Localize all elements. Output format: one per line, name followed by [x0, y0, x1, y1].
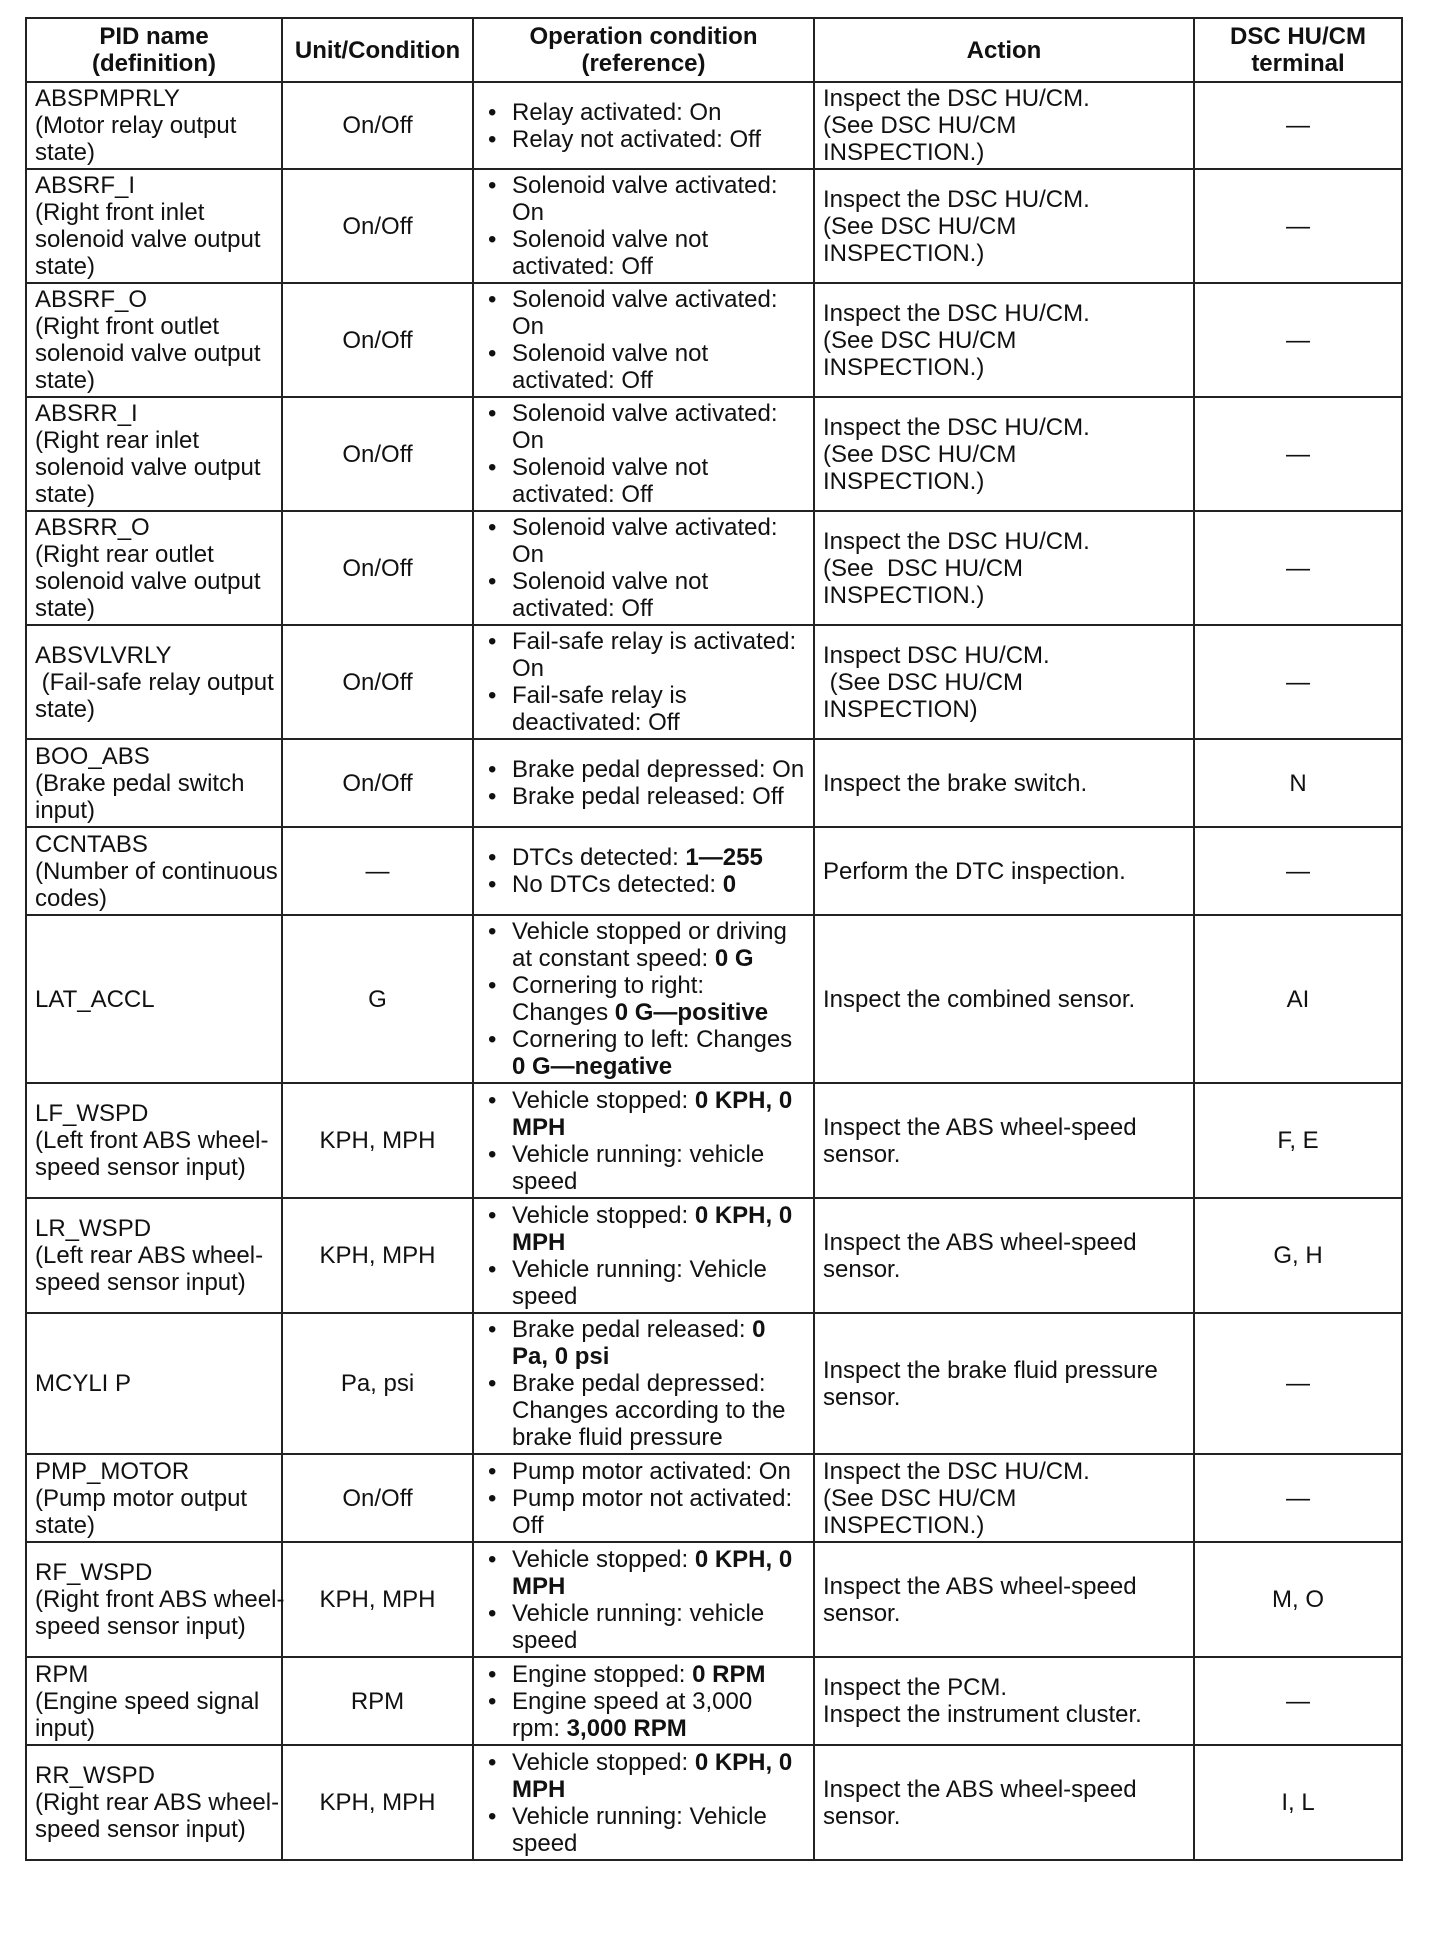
condition-item	[482, 1202, 805, 1256]
action-cell	[814, 1657, 1194, 1745]
pid-name: CCNTABS	[35, 830, 148, 858]
terminal-cell: —	[1194, 511, 1402, 625]
pid-name: RR_WSPD	[35, 1762, 156, 1789]
condition-item	[482, 1370, 805, 1451]
condition-item	[482, 756, 805, 783]
pid-name: MCYLI P	[35, 1370, 132, 1397]
condition-list	[482, 1661, 805, 1742]
table-row	[26, 1198, 1402, 1313]
action-cell	[814, 739, 1194, 827]
pid-definition-line: (Right front outlet	[35, 313, 220, 340]
table-row	[26, 283, 1402, 397]
pid-rows	[26, 82, 1402, 1860]
action-cell	[814, 625, 1194, 739]
action-line: Inspect the ABS wheel-speed	[823, 1775, 1137, 1803]
pid-definition-line: speed sensor input)	[35, 1269, 246, 1296]
pid-name: LF_WSPD	[35, 1100, 149, 1127]
condition-item	[482, 286, 805, 340]
operation-condition-cell	[473, 827, 814, 915]
header-operation-condition: Operation condition (reference)	[473, 18, 814, 82]
pid-name-cell	[26, 1083, 282, 1198]
condition-item	[482, 972, 805, 1026]
table-row	[26, 1542, 1402, 1657]
operation-condition-cell	[473, 82, 814, 169]
condition-item	[482, 99, 805, 126]
condition-text: Vehicle running: Vehicle speed	[512, 1802, 767, 1857]
terminal-cell: —	[1194, 169, 1402, 283]
pid-definition-line: solenoid valve output	[35, 226, 261, 253]
condition-value: 0 KPH, 0 MPH	[512, 1086, 793, 1141]
pid-name-cell	[26, 1542, 285, 1657]
condition-item	[482, 628, 805, 682]
condition-item	[482, 1485, 805, 1539]
operation-condition-cell	[473, 1198, 814, 1313]
condition-item	[482, 340, 805, 394]
action-cell	[814, 511, 1194, 625]
pid-name-cell	[26, 915, 282, 1083]
condition-item	[482, 1087, 805, 1141]
terminal-cell: —	[1194, 1454, 1402, 1542]
condition-value: 3,000 RPM	[566, 1714, 687, 1742]
action-cell	[814, 1198, 1194, 1313]
terminal-cell: AI	[1194, 915, 1402, 1083]
operation-condition-cell	[473, 1745, 814, 1860]
condition-text: Cornering to left: Changes	[512, 1026, 793, 1053]
condition-item	[482, 568, 805, 622]
terminal-cell: N	[1194, 739, 1402, 827]
table-row	[26, 1083, 1402, 1198]
action-line: Inspect the brake switch.	[823, 769, 1088, 797]
pid-definition-line: state)	[35, 595, 96, 622]
pid-name-cell	[26, 1745, 282, 1860]
action-line: sensor.	[823, 1383, 901, 1411]
action-line: (See DSC HU/CM	[823, 440, 1017, 468]
pid-name-cell	[26, 1313, 282, 1454]
condition-text: Solenoid valve activated: On	[512, 514, 778, 568]
table-row	[26, 915, 1402, 1083]
pid-name: ABSVLVRLY	[35, 641, 172, 669]
action-cell	[814, 1454, 1194, 1542]
terminal-cell: —	[1194, 827, 1402, 915]
pid-name: BOO_ABS	[35, 742, 150, 770]
condition-value: 0 KPH, 0 MPH	[512, 1201, 793, 1256]
condition-list	[482, 628, 805, 736]
pid-name-cell	[26, 1198, 282, 1313]
unit-condition-cell: On/Off	[282, 169, 473, 283]
action-cell	[814, 1745, 1194, 1860]
action-line: Inspect the ABS wheel-speed	[823, 1113, 1137, 1141]
action-line: Inspect the DSC HU/CM.	[823, 1457, 1090, 1485]
condition-item	[482, 682, 805, 736]
action-line: (See DSC HU/CM	[823, 1484, 1017, 1512]
condition-item	[482, 1546, 805, 1600]
pid-definition-line: speed sensor input)	[35, 1154, 246, 1181]
action-line: Inspect the combined sensor.	[823, 985, 1136, 1013]
condition-value: 0 G—positive	[614, 999, 769, 1026]
condition-list	[482, 1316, 805, 1451]
condition-value: 0 KPH, 0 MPH	[512, 1545, 793, 1600]
condition-text: Vehicle running: vehicle speed	[512, 1599, 765, 1654]
condition-item	[482, 1600, 805, 1654]
condition-item	[482, 126, 805, 153]
action-cell	[814, 397, 1194, 511]
unit-condition-cell: On/Off	[282, 1454, 473, 1542]
pid-definition-line: (Pump motor output	[35, 1484, 248, 1512]
pid-definition-line: solenoid valve output	[35, 340, 261, 367]
condition-item	[482, 871, 805, 898]
pid-name: ABSRF_I	[35, 172, 136, 199]
terminal-cell: I, L	[1194, 1745, 1402, 1860]
condition-value: 0 KPH, 0 MPH	[512, 1748, 793, 1803]
pid-definition-line: solenoid valve output	[35, 454, 261, 481]
table-row	[26, 169, 1402, 283]
condition-list	[482, 99, 805, 153]
condition-list	[482, 1749, 805, 1857]
condition-text: DTCs detected:	[512, 844, 686, 871]
pid-definition-line: (Right front inlet	[35, 199, 205, 226]
operation-condition-cell	[473, 1454, 814, 1542]
pid-definition-line: speed sensor input)	[35, 1816, 246, 1843]
condition-list	[482, 172, 805, 280]
condition-text: Solenoid valve activated: On	[512, 286, 778, 340]
action-line: INSPECTION.)	[823, 581, 985, 609]
action-line: sensor.	[823, 1599, 901, 1627]
unit-condition-cell: On/Off	[282, 397, 473, 511]
condition-text: Vehicle stopped:	[512, 1201, 695, 1229]
condition-value: 0 G—negative	[512, 1053, 673, 1080]
condition-list	[482, 1458, 805, 1539]
unit-condition-cell: On/Off	[282, 511, 473, 625]
action-line: INSPECTION)	[823, 695, 978, 723]
operation-condition-cell	[473, 1083, 814, 1198]
pid-definition-line: input)	[35, 1714, 96, 1742]
condition-text: Vehicle running: vehicle speed	[512, 1140, 765, 1195]
operation-condition-cell	[473, 283, 814, 397]
pid-name: ABSRR_I	[35, 400, 138, 427]
unit-condition-cell: KPH, MPH	[282, 1542, 473, 1657]
action-line: Inspect DSC HU/CM.	[823, 641, 1050, 669]
table-row	[26, 1313, 1402, 1454]
table-row	[26, 1657, 1402, 1745]
header-pid-name: PID name (definition)	[26, 18, 282, 82]
unit-condition-cell: On/Off	[282, 625, 473, 739]
condition-item	[482, 1688, 805, 1742]
condition-text: Relay not activated: Off	[512, 125, 762, 153]
condition-item	[482, 1316, 805, 1370]
action-line: INSPECTION.)	[823, 353, 985, 381]
unit-condition-cell: KPH, MPH	[282, 1745, 473, 1860]
table-row	[26, 625, 1402, 739]
action-line: Perform the DTC inspection.	[823, 857, 1126, 885]
pid-name: ABSPMPRLY	[35, 85, 180, 112]
condition-list	[482, 844, 805, 898]
condition-item	[482, 172, 805, 226]
pid-definition-line: state)	[35, 367, 96, 394]
header-unit-condition: Unit/Condition	[282, 18, 473, 82]
condition-text: Solenoid valve not activated: Off	[512, 226, 709, 280]
condition-list	[482, 514, 805, 622]
action-line: Inspect the PCM.	[823, 1674, 1008, 1701]
header-row	[26, 18, 1402, 82]
terminal-cell: F, E	[1194, 1083, 1402, 1198]
table-row	[26, 82, 1402, 169]
pid-definition-line: codes)	[35, 884, 108, 912]
operation-condition-cell	[473, 739, 814, 827]
pid-name: LAT_ACCL	[35, 985, 155, 1013]
action-line: Inspect the ABS wheel-speed	[823, 1572, 1137, 1600]
terminal-cell: —	[1194, 283, 1402, 397]
pid-name-cell	[26, 169, 282, 283]
action-line: (See DSC HU/CM	[823, 212, 1017, 240]
condition-item	[482, 1256, 805, 1310]
condition-text: Vehicle stopped:	[512, 1545, 695, 1573]
condition-text: Pump motor not activated: Off	[512, 1484, 793, 1539]
pid-name-cell	[26, 739, 282, 827]
condition-item	[482, 1026, 805, 1080]
condition-text: Brake pedal depressed: On	[512, 756, 805, 783]
pid-name: PMP_MOTOR	[35, 1457, 190, 1485]
action-line: Inspect the DSC HU/CM.	[823, 85, 1090, 112]
pid-definition-line: state)	[35, 253, 96, 280]
pid-name-cell	[26, 82, 282, 169]
action-line: Inspect the brake fluid pressure	[823, 1356, 1158, 1384]
unit-condition-cell: Pa, psi	[282, 1313, 473, 1454]
condition-text: Fail-safe relay is activated: On	[512, 628, 797, 682]
pid-definition-line: (Right rear outlet	[35, 541, 214, 568]
pid-name-cell	[26, 397, 282, 511]
condition-text: Brake pedal released: Off	[512, 783, 784, 810]
table-row	[26, 827, 1402, 915]
unit-condition-cell: G	[282, 915, 473, 1083]
pid-name: LR_WSPD	[35, 1215, 152, 1242]
condition-text: Engine speed at 3,000 rpm:	[512, 1687, 753, 1742]
condition-item	[482, 1661, 805, 1688]
action-line: Inspect the DSC HU/CM.	[823, 185, 1090, 213]
condition-item	[482, 1803, 805, 1857]
condition-text: Solenoid valve not activated: Off	[512, 340, 709, 394]
action-line: INSPECTION.)	[823, 139, 985, 166]
action-cell	[814, 1542, 1194, 1657]
action-cell	[814, 169, 1194, 283]
condition-list	[482, 1546, 805, 1654]
operation-condition-cell	[473, 169, 814, 283]
pid-name: RF_WSPD	[35, 1559, 153, 1586]
operation-condition-cell	[473, 511, 814, 625]
condition-text: Brake pedal depressed: Changes according to the brake fluid pressure	[512, 1370, 786, 1451]
action-cell	[814, 82, 1194, 169]
unit-condition-cell: On/Off	[282, 283, 473, 397]
condition-list	[482, 1202, 805, 1310]
operation-condition-cell	[473, 1657, 814, 1745]
action-line: (See DSC HU/CM	[823, 326, 1017, 354]
terminal-cell: M, O	[1194, 1542, 1402, 1657]
pid-name: RPM	[35, 1660, 89, 1688]
condition-text: Engine stopped:	[512, 1660, 693, 1688]
pid-definition-line: (Number of continuous	[35, 857, 278, 885]
action-cell	[814, 1083, 1194, 1198]
unit-condition-cell: —	[282, 827, 473, 915]
pid-definition-line: (Right rear ABS wheel-	[35, 1789, 280, 1816]
action-line: Inspect the ABS wheel-speed	[823, 1228, 1137, 1256]
condition-text: Vehicle stopped or driving at constant speed:	[512, 918, 787, 972]
pid-definition-line: (Fail-safe relay output	[35, 668, 274, 696]
condition-list	[482, 918, 805, 1080]
action-line: sensor.	[823, 1802, 901, 1830]
condition-text: Vehicle running: Vehicle speed	[512, 1255, 767, 1310]
condition-text: Pump motor activated: On	[512, 1457, 791, 1485]
header-terminal: DSC HU/CM terminal	[1194, 18, 1402, 82]
terminal-cell: —	[1194, 82, 1402, 169]
condition-text: Cornering to right: Changes	[512, 972, 705, 1026]
condition-value: 0 G	[714, 945, 754, 972]
pid-definition-line: (Right rear inlet	[35, 427, 200, 454]
pid-definition-line: (Left rear ABS wheel-	[35, 1242, 264, 1269]
condition-item	[482, 918, 805, 972]
pid-definition-line: (Motor relay output	[35, 112, 237, 139]
pid-definition-line: state)	[35, 139, 96, 166]
terminal-cell: —	[1194, 625, 1402, 739]
condition-item	[482, 1141, 805, 1195]
action-line: Inspect the DSC HU/CM.	[823, 413, 1090, 441]
pid-definition-line: speed sensor input)	[35, 1613, 246, 1640]
action-line: Inspect the instrument cluster.	[823, 1701, 1142, 1728]
pid-definition-line: (Left front ABS wheel-	[35, 1127, 269, 1154]
pid-definition-line: (Engine speed signal	[35, 1687, 260, 1715]
condition-value: 0 Pa, 0 psi	[512, 1316, 766, 1370]
condition-list	[482, 756, 805, 810]
terminal-cell: G, H	[1194, 1198, 1402, 1313]
condition-value: 1—255	[685, 844, 763, 871]
pid-definition-line: solenoid valve output	[35, 568, 261, 595]
condition-item	[482, 783, 805, 810]
operation-condition-cell	[473, 1313, 814, 1454]
condition-text: Relay activated: On	[512, 98, 722, 126]
pid-name-cell	[26, 1657, 282, 1745]
condition-item	[482, 844, 805, 871]
operation-condition-cell	[473, 397, 814, 511]
condition-item	[482, 1749, 805, 1803]
action-cell	[814, 827, 1194, 915]
unit-condition-cell: On/Off	[282, 82, 473, 169]
condition-text: Solenoid valve activated: On	[512, 172, 778, 226]
action-line: sensor.	[823, 1255, 901, 1283]
terminal-cell: —	[1194, 397, 1402, 511]
action-line: Inspect the DSC HU/CM.	[823, 527, 1090, 555]
header-action: Action	[814, 18, 1194, 82]
operation-condition-cell	[473, 915, 814, 1083]
pid-definition-line: state)	[35, 695, 96, 723]
pid-definition-line: input)	[35, 796, 96, 824]
action-line: sensor.	[823, 1140, 901, 1168]
action-line: INSPECTION.)	[823, 239, 985, 267]
pid-table	[25, 17, 1403, 1861]
table-row	[26, 739, 1402, 827]
terminal-cell: —	[1194, 1313, 1402, 1454]
condition-item	[482, 400, 805, 454]
condition-item	[482, 514, 805, 568]
terminal-cell: —	[1194, 1657, 1402, 1745]
pid-definition-line: (Brake pedal switch	[35, 769, 245, 797]
condition-item	[482, 454, 805, 508]
action-cell	[814, 283, 1194, 397]
action-line: INSPECTION.)	[823, 1511, 985, 1539]
unit-condition-cell: On/Off	[282, 739, 473, 827]
condition-item	[482, 226, 805, 280]
condition-text: No DTCs detected:	[512, 871, 723, 898]
action-line: (See DSC HU/CM	[823, 112, 1017, 139]
pid-definition-line: (Right front ABS wheel-	[35, 1586, 285, 1613]
condition-text: Vehicle stopped:	[512, 1086, 695, 1114]
condition-text: Solenoid valve not activated: Off	[512, 568, 709, 622]
condition-list	[482, 1087, 805, 1195]
table-row	[26, 511, 1402, 625]
pid-name: ABSRR_O	[35, 514, 150, 541]
action-line: Inspect the DSC HU/CM.	[823, 299, 1090, 327]
pid-name: ABSRF_O	[35, 286, 148, 313]
action-line: (See DSC HU/CM	[823, 668, 1024, 696]
pid-name-cell	[26, 511, 282, 625]
condition-value: 0 RPM	[692, 1660, 766, 1688]
action-line: INSPECTION.)	[823, 467, 985, 495]
condition-text: Vehicle stopped:	[512, 1748, 695, 1776]
pid-definition-line: state)	[35, 481, 96, 508]
pid-name-cell	[26, 283, 282, 397]
condition-value: 0	[722, 871, 737, 898]
action-cell	[814, 1313, 1194, 1454]
table-row	[26, 1745, 1402, 1860]
pid-name-cell	[26, 1454, 282, 1542]
pid-name-cell	[26, 625, 282, 739]
pid-definition-line: state)	[35, 1511, 96, 1539]
condition-text: Solenoid valve activated: On	[512, 400, 778, 454]
operation-condition-cell	[473, 625, 814, 739]
table-row	[26, 397, 1402, 511]
condition-item	[482, 1458, 805, 1485]
condition-list	[482, 286, 805, 394]
action-line: (See DSC HU/CM	[823, 554, 1024, 582]
pid-name-cell	[26, 827, 282, 915]
condition-list	[482, 400, 805, 508]
unit-condition-cell: RPM	[282, 1657, 473, 1745]
action-cell	[814, 915, 1194, 1083]
operation-condition-cell	[473, 1542, 814, 1657]
condition-text: Fail-safe relay is deactivated: Off	[512, 682, 687, 736]
table-row	[26, 1454, 1402, 1542]
unit-condition-cell: KPH, MPH	[282, 1083, 473, 1198]
condition-text: Solenoid valve not activated: Off	[512, 454, 709, 508]
condition-text: Brake pedal released:	[512, 1316, 753, 1343]
unit-condition-cell: KPH, MPH	[282, 1198, 473, 1313]
